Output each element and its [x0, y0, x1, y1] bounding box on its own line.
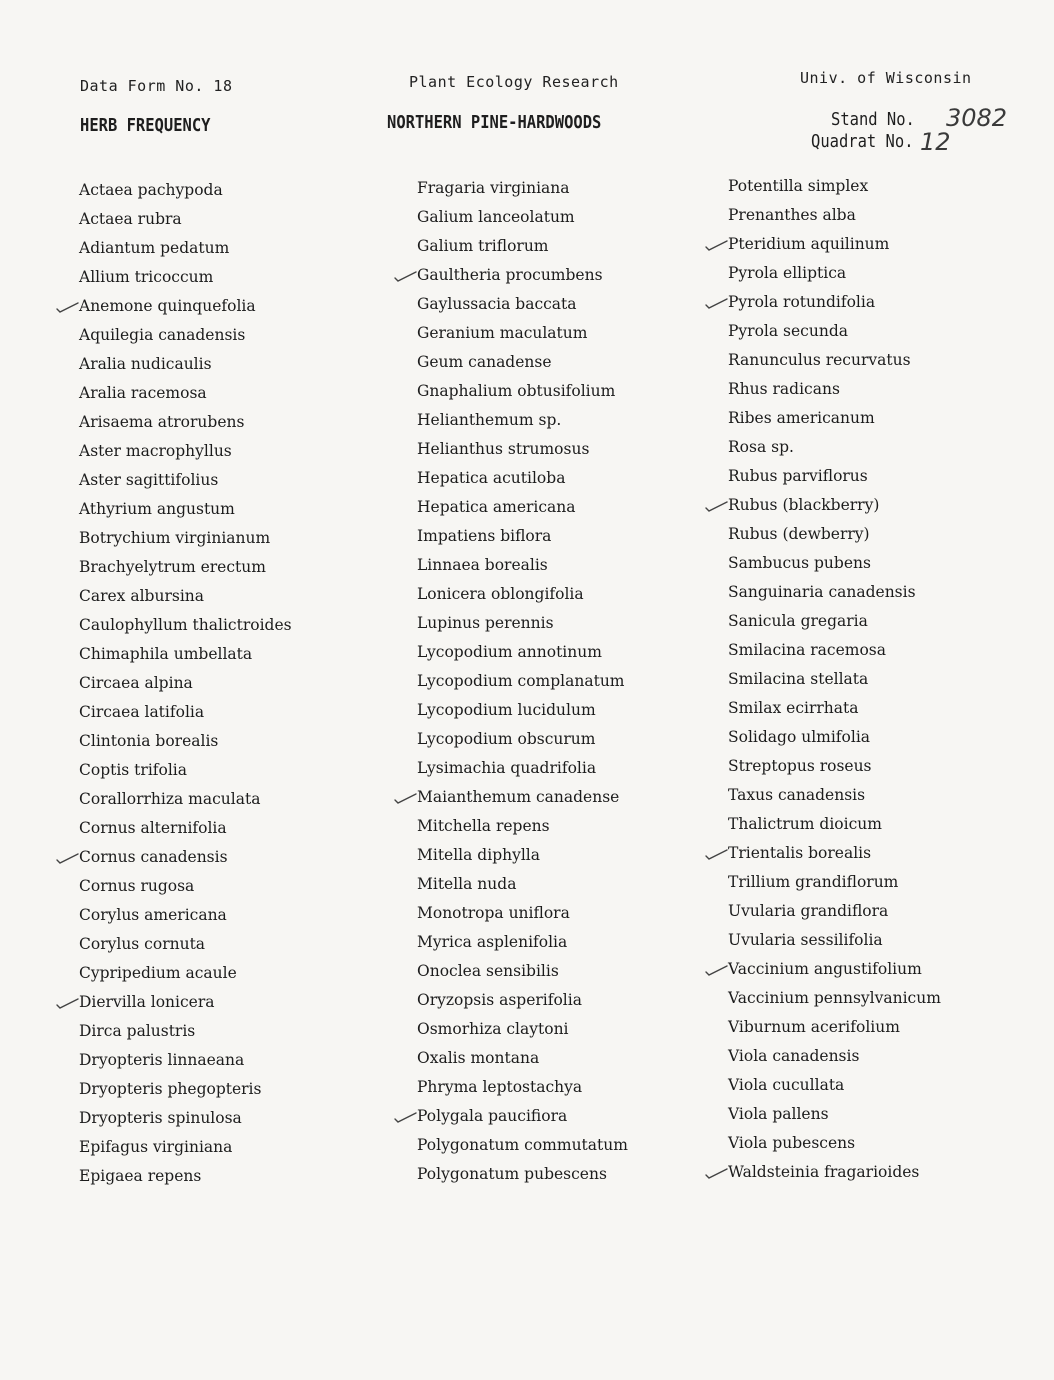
species-name: Aster sagittifolius	[79, 471, 219, 489]
species-name: Aralia nudicaulis	[79, 355, 212, 373]
species-name: Polygonatum commutatum	[417, 1136, 628, 1154]
species-item	[417, 812, 628, 841]
species-item	[79, 466, 292, 495]
species-item	[417, 1015, 628, 1044]
species-name: Cornus alternifolia	[79, 819, 227, 837]
species-name: Onoclea sensibilis	[417, 962, 559, 980]
species-name: Smilax ecirrhata	[728, 699, 859, 717]
species-name: Trientalis borealis	[728, 844, 872, 862]
species-name: Pyrola secunda	[728, 322, 848, 340]
species-name: Polygonatum pubescens	[417, 1165, 607, 1183]
species-item	[79, 843, 292, 872]
species-item	[79, 727, 292, 756]
species-item	[79, 930, 292, 959]
species-name: Pyrola elliptica	[728, 264, 847, 282]
quadrat-number: 12	[920, 128, 951, 156]
species-name: Vaccinium pennsylvanicum	[728, 989, 941, 1007]
species-name: Aralia racemosa	[79, 384, 207, 402]
species-name: Solidago ulmifolia	[728, 728, 871, 746]
species-item	[417, 1102, 628, 1131]
species-name: Coptis trifolia	[79, 761, 188, 779]
species-item	[79, 669, 292, 698]
species-item	[79, 292, 292, 321]
species-item	[417, 319, 628, 348]
species-name: Pteridium aquilinum	[728, 235, 890, 253]
species-item	[417, 986, 628, 1015]
species-item	[417, 232, 628, 261]
species-item	[79, 785, 292, 814]
species-name: Actaea pachypoda	[79, 181, 223, 199]
species-item	[728, 636, 941, 665]
species-item	[728, 897, 941, 926]
species-item	[728, 1100, 941, 1129]
species-name: Polygala paucifiora	[417, 1107, 568, 1125]
species-item	[79, 988, 292, 1017]
check-mark-icon	[704, 296, 728, 310]
species-item	[79, 756, 292, 785]
check-mark-icon	[704, 1166, 728, 1180]
species-item	[79, 640, 292, 669]
species-name: Phryma leptostachya	[417, 1078, 583, 1096]
species-item	[728, 404, 941, 433]
species-name: Lycopodium obscurum	[417, 730, 596, 748]
species-item	[417, 638, 628, 667]
species-item	[417, 493, 628, 522]
species-item	[417, 261, 628, 290]
species-item	[728, 288, 941, 317]
species-item	[417, 725, 628, 754]
check-mark-icon	[704, 963, 728, 977]
species-name: Athyrium angustum	[79, 500, 235, 518]
species-item	[728, 462, 941, 491]
species-name: Maianthemum canadense	[417, 788, 620, 806]
stand-label: Stand No.	[831, 109, 915, 130]
species-name: Ribes americanum	[728, 409, 875, 427]
species-name: Gaultheria procumbens	[417, 266, 603, 284]
species-column-2	[417, 174, 628, 1189]
species-name: Epifagus virginiana	[79, 1138, 233, 1156]
species-name: Sanicula gregaria	[728, 612, 868, 630]
species-item	[79, 263, 292, 292]
species-item	[417, 696, 628, 725]
species-name: Streptopus roseus	[728, 757, 872, 775]
species-item	[417, 899, 628, 928]
species-name: Rubus (blackberry)	[728, 496, 880, 514]
species-name: Gaylussacia baccata	[417, 295, 577, 313]
species-item	[79, 1162, 292, 1191]
species-name: Helianthemum sp.	[417, 411, 562, 429]
species-item	[79, 437, 292, 466]
species-column-3	[728, 172, 941, 1187]
species-name: Fragaria virginiana	[417, 179, 570, 197]
species-item	[417, 174, 628, 203]
species-name: Brachyelytrum erectum	[79, 558, 266, 576]
species-item	[728, 781, 941, 810]
species-name: Mitchella repens	[417, 817, 550, 835]
species-name: Carex albursina	[79, 587, 204, 605]
species-name: Lupinus perennis	[417, 614, 554, 632]
species-item	[728, 317, 941, 346]
species-name: Monotropa uniflora	[417, 904, 570, 922]
species-item	[728, 955, 941, 984]
species-name: Corallorrhiza maculata	[79, 790, 261, 808]
species-name: Aquilegia canadensis	[79, 326, 246, 344]
species-item	[79, 495, 292, 524]
species-name: Trillium grandiflorum	[728, 873, 899, 891]
species-name: Smilacina racemosa	[728, 641, 886, 659]
species-name: Oryzopsis asperifolia	[417, 991, 582, 1009]
species-name: Oxalis montana	[417, 1049, 540, 1067]
species-item	[417, 464, 628, 493]
species-name: Gnaphalium obtusifolium	[417, 382, 616, 400]
form-number: Data Form No. 18	[80, 77, 233, 95]
species-name: Viola canadensis	[728, 1047, 860, 1065]
species-item	[728, 723, 941, 752]
species-name: Diervilla lonicera	[79, 993, 215, 1011]
species-item	[728, 346, 941, 375]
species-name: Dirca palustris	[79, 1022, 196, 1040]
species-item	[728, 810, 941, 839]
check-mark-icon	[704, 238, 728, 252]
species-item	[417, 348, 628, 377]
species-item	[79, 524, 292, 553]
species-name: Anemone quinquefolia	[79, 297, 256, 315]
species-item	[417, 290, 628, 319]
species-item	[79, 1046, 292, 1075]
species-item	[417, 609, 628, 638]
species-item	[79, 698, 292, 727]
species-name: Waldsteinia fragarioides	[728, 1163, 920, 1181]
species-item	[728, 520, 941, 549]
species-name: Uvularia sessilifolia	[728, 931, 883, 949]
species-name: Galium triflorum	[417, 237, 549, 255]
species-name: Rosa sp.	[728, 438, 794, 456]
check-mark-icon	[704, 847, 728, 861]
species-name: Prenanthes alba	[728, 206, 856, 224]
organization: Plant Ecology Research	[409, 73, 619, 91]
species-name: Epigaea repens	[79, 1167, 202, 1185]
species-item	[417, 870, 628, 899]
check-mark-icon	[55, 300, 79, 314]
species-name: Caulophyllum thalictroides	[79, 616, 292, 634]
species-item	[79, 814, 292, 843]
species-name: Allium tricoccum	[79, 268, 214, 286]
species-item	[728, 433, 941, 462]
check-mark-icon	[55, 851, 79, 865]
species-column-1	[79, 176, 292, 1191]
species-item	[728, 868, 941, 897]
species-name: Cypripedium acaule	[79, 964, 237, 982]
species-name: Lycopodium annotinum	[417, 643, 602, 661]
species-name: Lycopodium lucidulum	[417, 701, 596, 719]
species-name: Cornus rugosa	[79, 877, 195, 895]
species-name: Arisaema atrorubens	[79, 413, 245, 431]
species-name: Hepatica americana	[417, 498, 576, 516]
check-mark-icon	[393, 791, 417, 805]
species-name: Actaea rubra	[79, 210, 182, 228]
species-name: Geranium maculatum	[417, 324, 588, 342]
species-name: Corylus cornuta	[79, 935, 206, 953]
species-name: Myrica asplenifolia	[417, 933, 568, 951]
species-name: Osmorhiza claytoni	[417, 1020, 569, 1038]
species-name: Ranunculus recurvatus	[728, 351, 911, 369]
species-item	[417, 667, 628, 696]
species-item	[728, 1042, 941, 1071]
species-item	[728, 549, 941, 578]
species-item	[417, 754, 628, 783]
species-name: Adiantum pedatum	[79, 239, 230, 257]
species-item	[417, 1131, 628, 1160]
species-item	[417, 406, 628, 435]
species-item	[728, 839, 941, 868]
species-item	[79, 408, 292, 437]
species-item	[79, 350, 292, 379]
species-item	[79, 611, 292, 640]
species-name: Sambucus pubens	[728, 554, 871, 572]
species-name: Lycopodium complanatum	[417, 672, 625, 690]
species-name: Taxus canadensis	[728, 786, 866, 804]
species-item	[728, 1071, 941, 1100]
species-item	[417, 580, 628, 609]
species-item	[417, 928, 628, 957]
species-name: Dryopteris phegopteris	[79, 1080, 262, 1098]
species-item	[79, 901, 292, 930]
species-item	[417, 1044, 628, 1073]
species-name: Rhus radicans	[728, 380, 840, 398]
species-name: Lysimachia quadrifolia	[417, 759, 597, 777]
species-name: Circaea alpina	[79, 674, 193, 692]
species-item	[728, 694, 941, 723]
species-item	[728, 607, 941, 636]
species-name: Mitella diphylla	[417, 846, 541, 864]
species-name: Vaccinium angustifolium	[728, 960, 922, 978]
species-item	[417, 522, 628, 551]
species-item	[417, 957, 628, 986]
species-name: Viola cucullata	[728, 1076, 845, 1094]
species-item	[417, 841, 628, 870]
check-mark-icon	[55, 996, 79, 1010]
check-mark-icon	[704, 499, 728, 513]
species-item	[728, 172, 941, 201]
species-item	[417, 783, 628, 812]
species-item	[79, 176, 292, 205]
species-item	[728, 984, 941, 1013]
species-item	[79, 234, 292, 263]
species-name: Clintonia borealis	[79, 732, 219, 750]
species-item	[417, 435, 628, 464]
species-name: Uvularia grandiflora	[728, 902, 889, 920]
species-item	[79, 872, 292, 901]
species-item	[728, 752, 941, 781]
species-item	[79, 1104, 292, 1133]
species-item	[417, 377, 628, 406]
species-name: Rubus parviflorus	[728, 467, 868, 485]
species-item	[728, 1129, 941, 1158]
species-item	[417, 1073, 628, 1102]
form-title: HERB FREQUENCY	[80, 115, 211, 136]
species-name: Lonicera oblongifolia	[417, 585, 584, 603]
species-name: Circaea latifolia	[79, 703, 205, 721]
species-name: Galium lanceolatum	[417, 208, 575, 226]
species-name: Dryopteris spinulosa	[79, 1109, 242, 1127]
species-name: Corylus americana	[79, 906, 227, 924]
community-title: NORTHERN PINE-HARDWOODS	[387, 112, 602, 133]
species-item	[79, 205, 292, 234]
species-name: Potentilla simplex	[728, 177, 869, 195]
species-item	[728, 375, 941, 404]
species-name: Geum canadense	[417, 353, 552, 371]
species-item	[728, 1158, 941, 1187]
species-item	[79, 553, 292, 582]
species-item	[728, 230, 941, 259]
species-item	[417, 1160, 628, 1189]
species-item	[417, 203, 628, 232]
species-item	[728, 1013, 941, 1042]
species-name: Sanguinaria canadensis	[728, 583, 916, 601]
species-item	[417, 551, 628, 580]
species-item	[79, 959, 292, 988]
university: Univ. of Wisconsin	[800, 69, 972, 87]
species-name: Smilacina stellata	[728, 670, 869, 688]
species-name: Helianthus strumosus	[417, 440, 590, 458]
species-item	[728, 201, 941, 230]
species-name: Thalictrum dioicum	[728, 815, 882, 833]
species-item	[79, 582, 292, 611]
species-item	[79, 321, 292, 350]
species-item	[728, 259, 941, 288]
species-item	[79, 379, 292, 408]
species-name: Dryopteris linnaeana	[79, 1051, 245, 1069]
species-item	[728, 578, 941, 607]
species-name: Viola pubescens	[728, 1134, 856, 1152]
species-name: Linnaea borealis	[417, 556, 548, 574]
species-name: Hepatica acutiloba	[417, 469, 566, 487]
species-item	[728, 926, 941, 955]
species-name: Mitella nuda	[417, 875, 517, 893]
check-mark-icon	[393, 1110, 417, 1124]
species-name: Rubus (dewberry)	[728, 525, 870, 543]
species-item	[79, 1133, 292, 1162]
species-name: Chimaphila umbellata	[79, 645, 253, 663]
species-name: Viola pallens	[728, 1105, 829, 1123]
species-item	[79, 1075, 292, 1104]
species-name: Aster macrophyllus	[79, 442, 232, 460]
species-name: Pyrola rotundifolia	[728, 293, 876, 311]
quadrat-label: Quadrat No.	[811, 131, 914, 152]
check-mark-icon	[393, 269, 417, 283]
species-name: Impatiens biflora	[417, 527, 552, 545]
species-name: Botrychium virginianum	[79, 529, 271, 547]
species-item	[79, 1017, 292, 1046]
species-name: Cornus canadensis	[79, 848, 228, 866]
species-item	[728, 665, 941, 694]
species-item	[728, 491, 941, 520]
stand-number: 3082	[946, 104, 1008, 132]
species-name: Viburnum acerifolium	[728, 1018, 900, 1036]
